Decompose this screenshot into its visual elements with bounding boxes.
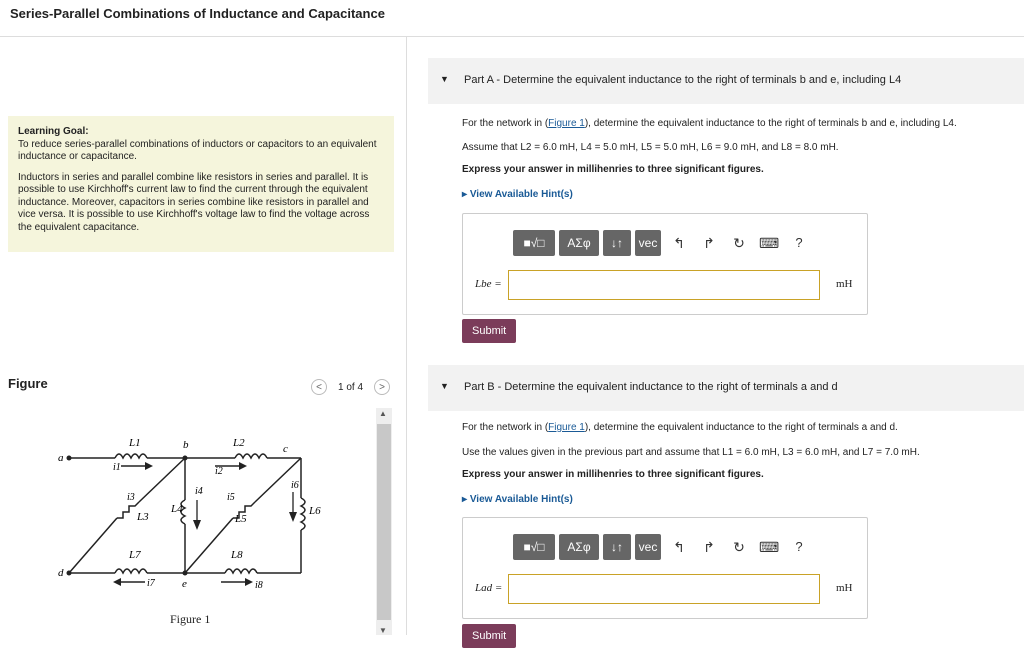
collapse-icon[interactable]: ▼ <box>440 381 449 391</box>
current-i8-label: i8 <box>255 580 263 591</box>
part-b-header-text: - Determine the equivalent inductance to the right of terminals a and d <box>494 381 838 393</box>
current-i2-label: i2 <box>215 466 223 477</box>
current-i4-label: i4 <box>195 486 203 497</box>
redo-icon[interactable]: ↱ <box>703 539 715 555</box>
unit-label: mH <box>836 582 853 594</box>
current-i1-label: i1 <box>113 462 121 473</box>
node-a-label: a <box>58 452 64 464</box>
submit-button[interactable]: Submit <box>462 624 516 648</box>
scroll-up-icon[interactable]: ▲ <box>379 409 387 418</box>
undo-icon[interactable]: ↰ <box>673 235 685 251</box>
undo-icon[interactable]: ↰ <box>673 539 685 555</box>
part-a-answer-box <box>462 213 868 315</box>
part-a-text-line1: For the network in (Figure 1), determine the equivalent inductance to the right of terminals b and e, including L4. <box>462 118 957 129</box>
current-i7-label: i7 <box>147 578 155 589</box>
part-a-header[interactable] <box>428 58 1024 104</box>
part-b-text-line2: Use the values given in the previous part and assume that L1 = 6.0 mH, L3 = 6.0 mH, and L7 = 7.0 mH. <box>462 447 920 458</box>
node-c-label: c <box>283 443 288 455</box>
part-b-answer-box <box>462 517 868 619</box>
greek-button[interactable]: ΑΣφ <box>559 534 599 560</box>
figure-caption: Figure 1 <box>170 612 211 626</box>
part-a-instruction: Express your answer in millihenries to three significant figures. <box>462 164 764 175</box>
reset-icon[interactable]: ↻ <box>733 235 745 251</box>
header-divider <box>0 36 1024 37</box>
answer-input[interactable] <box>508 574 820 604</box>
submit-button[interactable]: Submit <box>462 319 516 343</box>
node-d-label: d <box>58 567 64 579</box>
page-title: Series-Parallel Combinations of Inductance and Capacitance <box>10 6 385 21</box>
column-divider <box>406 37 407 635</box>
chevron-right-icon[interactable]: > <box>374 379 390 395</box>
vec-button[interactable]: vec <box>635 534 661 560</box>
inductor-l7-label: L7 <box>129 549 141 561</box>
scrollbar-thumb[interactable] <box>377 424 391 620</box>
learning-goal-detail: Inductors in series and parallel combine like resistors in series and parallel. It is possible to use Kirchhoff's current law to find the current through the equivalent inductance. Moreover, capacitors in series combine like resistors in parallel and vice versa. It is possible to use Kirchhoff's voltage law to find the voltage across the equivalent capacitance. <box>18 171 370 233</box>
arrows-button[interactable]: ↓↑ <box>603 534 631 560</box>
reset-icon[interactable]: ↻ <box>733 539 745 555</box>
help-icon[interactable]: ? <box>795 235 803 250</box>
current-i3-label: i3 <box>127 492 135 503</box>
templates-button[interactable]: ■√□ <box>513 534 555 560</box>
answer-input[interactable] <box>508 270 820 300</box>
learning-goal-text: To reduce series-parallel combinations of inductors or capacitors to an equivalent inductance or capacitance. <box>18 138 377 162</box>
learning-goal-box <box>8 116 394 252</box>
learning-goal-heading: Learning Goal: <box>18 126 89 137</box>
keyboard-icon[interactable]: ⌨ <box>759 539 780 555</box>
part-b-hint-link[interactable]: ▸ View Available Hint(s) <box>462 494 573 505</box>
inductor-l6-label: L6 <box>309 505 321 517</box>
node-b-label: b <box>183 439 189 451</box>
unit-label: mH <box>836 278 853 290</box>
part-a-title: Part A <box>464 74 494 86</box>
current-i5-label: i5 <box>227 492 235 503</box>
answer-variable-label: Lad = <box>475 582 503 594</box>
node-e-label: e <box>182 578 187 590</box>
figure-pager: 1 of 4 <box>338 382 364 393</box>
figure-link[interactable]: Figure 1 <box>548 118 585 129</box>
inductor-l5-label: L5 <box>235 513 247 525</box>
figure-link[interactable]: Figure 1 <box>548 422 585 433</box>
current-i6-label: i6 <box>291 480 299 491</box>
inductor-l4-label: L4 <box>171 503 183 515</box>
part-a-text-line2: Assume that L2 = 6.0 mH, L4 = 5.0 mH, L5 = 5.0 mH, L6 = 9.0 mH, and L8 = 8.0 mH. <box>462 142 839 153</box>
figure-label: Figure <box>8 376 48 391</box>
inductor-l1-label: L1 <box>129 437 141 449</box>
vec-button[interactable]: vec <box>635 230 661 256</box>
inductor-l8-label: L8 <box>231 549 243 561</box>
arrows-button[interactable]: ↓↑ <box>603 230 631 256</box>
inductor-l3-label: L3 <box>137 511 149 523</box>
collapse-icon[interactable]: ▼ <box>440 74 449 84</box>
part-b-header[interactable] <box>428 365 1024 411</box>
part-b-instruction: Express your answer in millihenries to three significant figures. <box>462 469 764 480</box>
part-a-header-text: - Determine the equivalent inductance to the right of terminals b and e, including L4 <box>493 74 902 86</box>
circuit-diagram <box>55 430 325 600</box>
part-a-hint-link[interactable]: ▸ View Available Hint(s) <box>462 189 573 200</box>
part-b-title: Part B <box>464 381 495 393</box>
chevron-left-icon[interactable]: < <box>311 379 327 395</box>
part-b-text-line1: For the network in (Figure 1), determine the equivalent inductance to the right of terminals a and d. <box>462 422 898 433</box>
inductor-l2-label: L2 <box>233 437 245 449</box>
help-icon[interactable]: ? <box>795 539 803 554</box>
templates-button[interactable]: ■√□ <box>513 230 555 256</box>
scroll-down-icon[interactable]: ▼ <box>379 626 387 635</box>
greek-button[interactable]: ΑΣφ <box>559 230 599 256</box>
redo-icon[interactable]: ↱ <box>703 235 715 251</box>
answer-variable-label: Lbe = <box>475 278 502 290</box>
keyboard-icon[interactable]: ⌨ <box>759 235 780 251</box>
